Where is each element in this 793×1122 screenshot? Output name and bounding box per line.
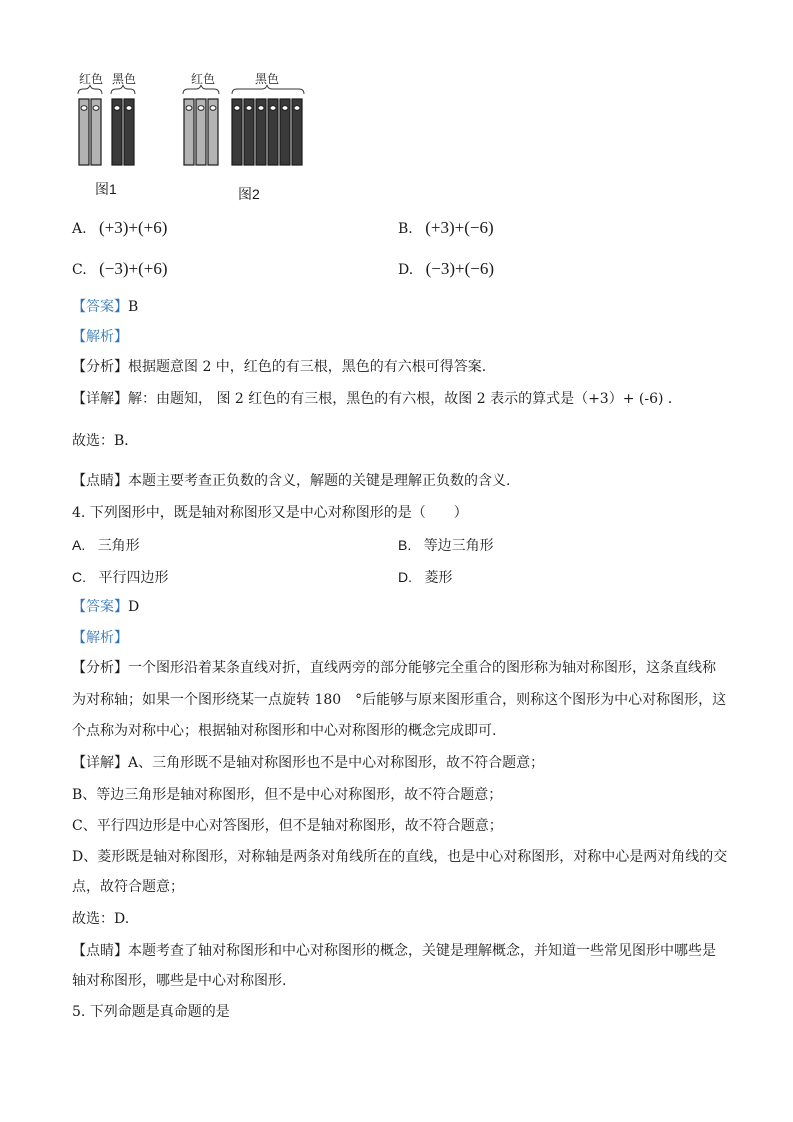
q3-option-c xyxy=(72,259,168,280)
q4-stem: 4. 下列图形中，既是轴对称图形又是中心对称图形的是（ ） xyxy=(72,505,468,521)
q4-option-b xyxy=(398,535,494,556)
q3-guxuan: 故选：B． xyxy=(72,433,139,449)
option-text: 三角形 xyxy=(97,538,140,554)
fenxi-tag: 【分析】 xyxy=(72,359,128,375)
q4-dianjing-line2: 轴对称图形，哪些是中心对称图形. xyxy=(72,973,287,989)
fig1-black-label: 黑色 xyxy=(112,72,137,86)
q3-dianjing-line xyxy=(72,471,510,491)
fig2-black-stick xyxy=(280,99,290,165)
q3-answer-line xyxy=(72,297,138,317)
option-expression: (−3)+(−6) xyxy=(425,259,495,278)
q4-xiangjie-line-c: C、平行四边形是中心对答图形，但不是轴对称图形，故不符合题意； xyxy=(72,818,503,834)
dianjing-text: 本题考查了轴对称图形和中心对称图形的概念，关键是理解概念，并知道一些常见图形中哪些是 xyxy=(128,943,716,959)
q3-xiangjie-line xyxy=(72,389,682,409)
fig1-red-brace xyxy=(78,85,102,94)
fig2-caption: 图2 xyxy=(238,186,260,202)
fig1-red-label: 红色 xyxy=(79,72,104,86)
answer-tag: 【答案】 xyxy=(72,599,128,615)
dianjing-text: 本题主要考查正负数的含义，解题的关键是理解正负数的含义. xyxy=(128,473,511,489)
answer-value: D xyxy=(128,599,140,615)
option-text: 平行四边形 xyxy=(98,570,169,586)
fig2-black-stick xyxy=(244,99,254,165)
fig1-black-stick xyxy=(124,99,134,165)
q4-guxuan: 故选：D. xyxy=(72,911,130,927)
answer-tag: 【答案】 xyxy=(72,299,128,315)
q4-option-a xyxy=(72,535,140,556)
q3-option-b xyxy=(398,218,494,239)
fig2-black-stick xyxy=(232,99,242,165)
xiangjie-tag: 【详解】 xyxy=(72,755,128,771)
q4-xiangjie-line-d1: D、菱形既是轴对称图形，对称轴是两条对角线所在的直线，也是中心对称图形，对称中心是两对角线的交 xyxy=(72,849,728,865)
q4-dianjing-line1 xyxy=(72,941,716,961)
dianjing-tag: 【点睛】 xyxy=(72,943,128,959)
fig1-red-stick xyxy=(91,99,101,165)
q3-fenxi-line xyxy=(72,357,486,377)
fig2-red-stick xyxy=(196,99,206,165)
q4-option-c xyxy=(72,567,168,588)
q4-answer-line xyxy=(72,597,139,617)
option-text: 菱形 xyxy=(424,570,453,586)
q4-fenxi-line3: 个点称为对称中心；根据轴对称图形和中心对称图形的概念完成即可. xyxy=(72,723,497,739)
fig2-black-brace xyxy=(232,85,304,94)
option-letter: B. xyxy=(398,221,413,237)
dianjing-tag: 【点睛】 xyxy=(72,473,128,489)
fenxi-tag: 【分析】 xyxy=(72,660,128,676)
option-letter: C. xyxy=(72,262,87,278)
fig2-red-stick xyxy=(184,99,194,165)
fig1-black-brace xyxy=(111,85,135,94)
option-expression: (+3)+(+6) xyxy=(99,218,168,237)
option-letter: D. xyxy=(398,262,414,278)
xiangjie-tag: 【详解】 xyxy=(72,391,128,407)
sticks-figure xyxy=(70,68,320,183)
fenxi-text: 根据题意图 2 中，红色的有三根，黑色的有六根可得答案. xyxy=(128,359,487,375)
fig2-black-stick xyxy=(292,99,302,165)
option-letter: B. xyxy=(398,537,412,553)
q4-option-d xyxy=(398,567,452,588)
fig2-red-stick xyxy=(208,99,218,165)
q4-xiangjie-line-b: B、等边三角形是轴对称图形，但不是中心对称图形，故不符合题意； xyxy=(72,787,503,803)
xiangjie-text: 解：由题知， 图 2 红色的有三根，黑色的有六根，故图 2 表示的算式是（+3）+ (-6) ． xyxy=(128,391,682,407)
option-letter: D. xyxy=(398,569,412,585)
fig2-black-stick xyxy=(256,99,266,165)
sticks-group xyxy=(79,99,302,165)
option-letter: A. xyxy=(72,537,86,553)
fig1-red-stick xyxy=(79,99,89,165)
fig1-black-stick xyxy=(112,99,122,165)
q3-option-a xyxy=(72,218,167,239)
option-letter: A. xyxy=(72,221,87,237)
q3-option-d xyxy=(398,259,494,280)
q5-stem: 5. 下列命题是真命题的是 xyxy=(72,1004,230,1020)
q4-fenxi-line2: 为对称轴；如果一个图形绕某一点旋转 180 °后能够与原来图形重合，则称这个图形为中心对称图形，这 xyxy=(72,692,727,708)
option-expression: (+3)+(−6) xyxy=(425,218,494,237)
q3-analysis-tag: 【解析】 xyxy=(72,329,128,345)
xiangjie-text: A、三角形既不是轴对称图形也不是中心对称图形，故不符合题意； xyxy=(128,755,545,771)
q4-xiangjie-line-a xyxy=(72,753,544,773)
q4-analysis-tag: 【解析】 xyxy=(72,630,128,646)
q4-xiangjie-line-d2: 点，故符合题意； xyxy=(72,879,184,895)
answer-value: B xyxy=(128,299,139,315)
option-letter: C. xyxy=(72,569,86,585)
option-expression: (−3)+(+6) xyxy=(99,259,168,278)
fig2-black-stick xyxy=(268,99,278,165)
option-text: 等边三角形 xyxy=(423,538,494,554)
q4-fenxi-line1 xyxy=(72,658,716,678)
fenxi-text: 一个图形沿着某条直线对折，直线两旁的部分能够完全重合的图形称为轴对称图形，这条直线称 xyxy=(128,660,716,676)
fig1-caption: 图1 xyxy=(95,181,117,197)
fig2-red-label: 红色 xyxy=(191,72,216,86)
fig2-red-brace xyxy=(183,85,219,94)
fig2-black-label: 黑色 xyxy=(255,72,280,86)
